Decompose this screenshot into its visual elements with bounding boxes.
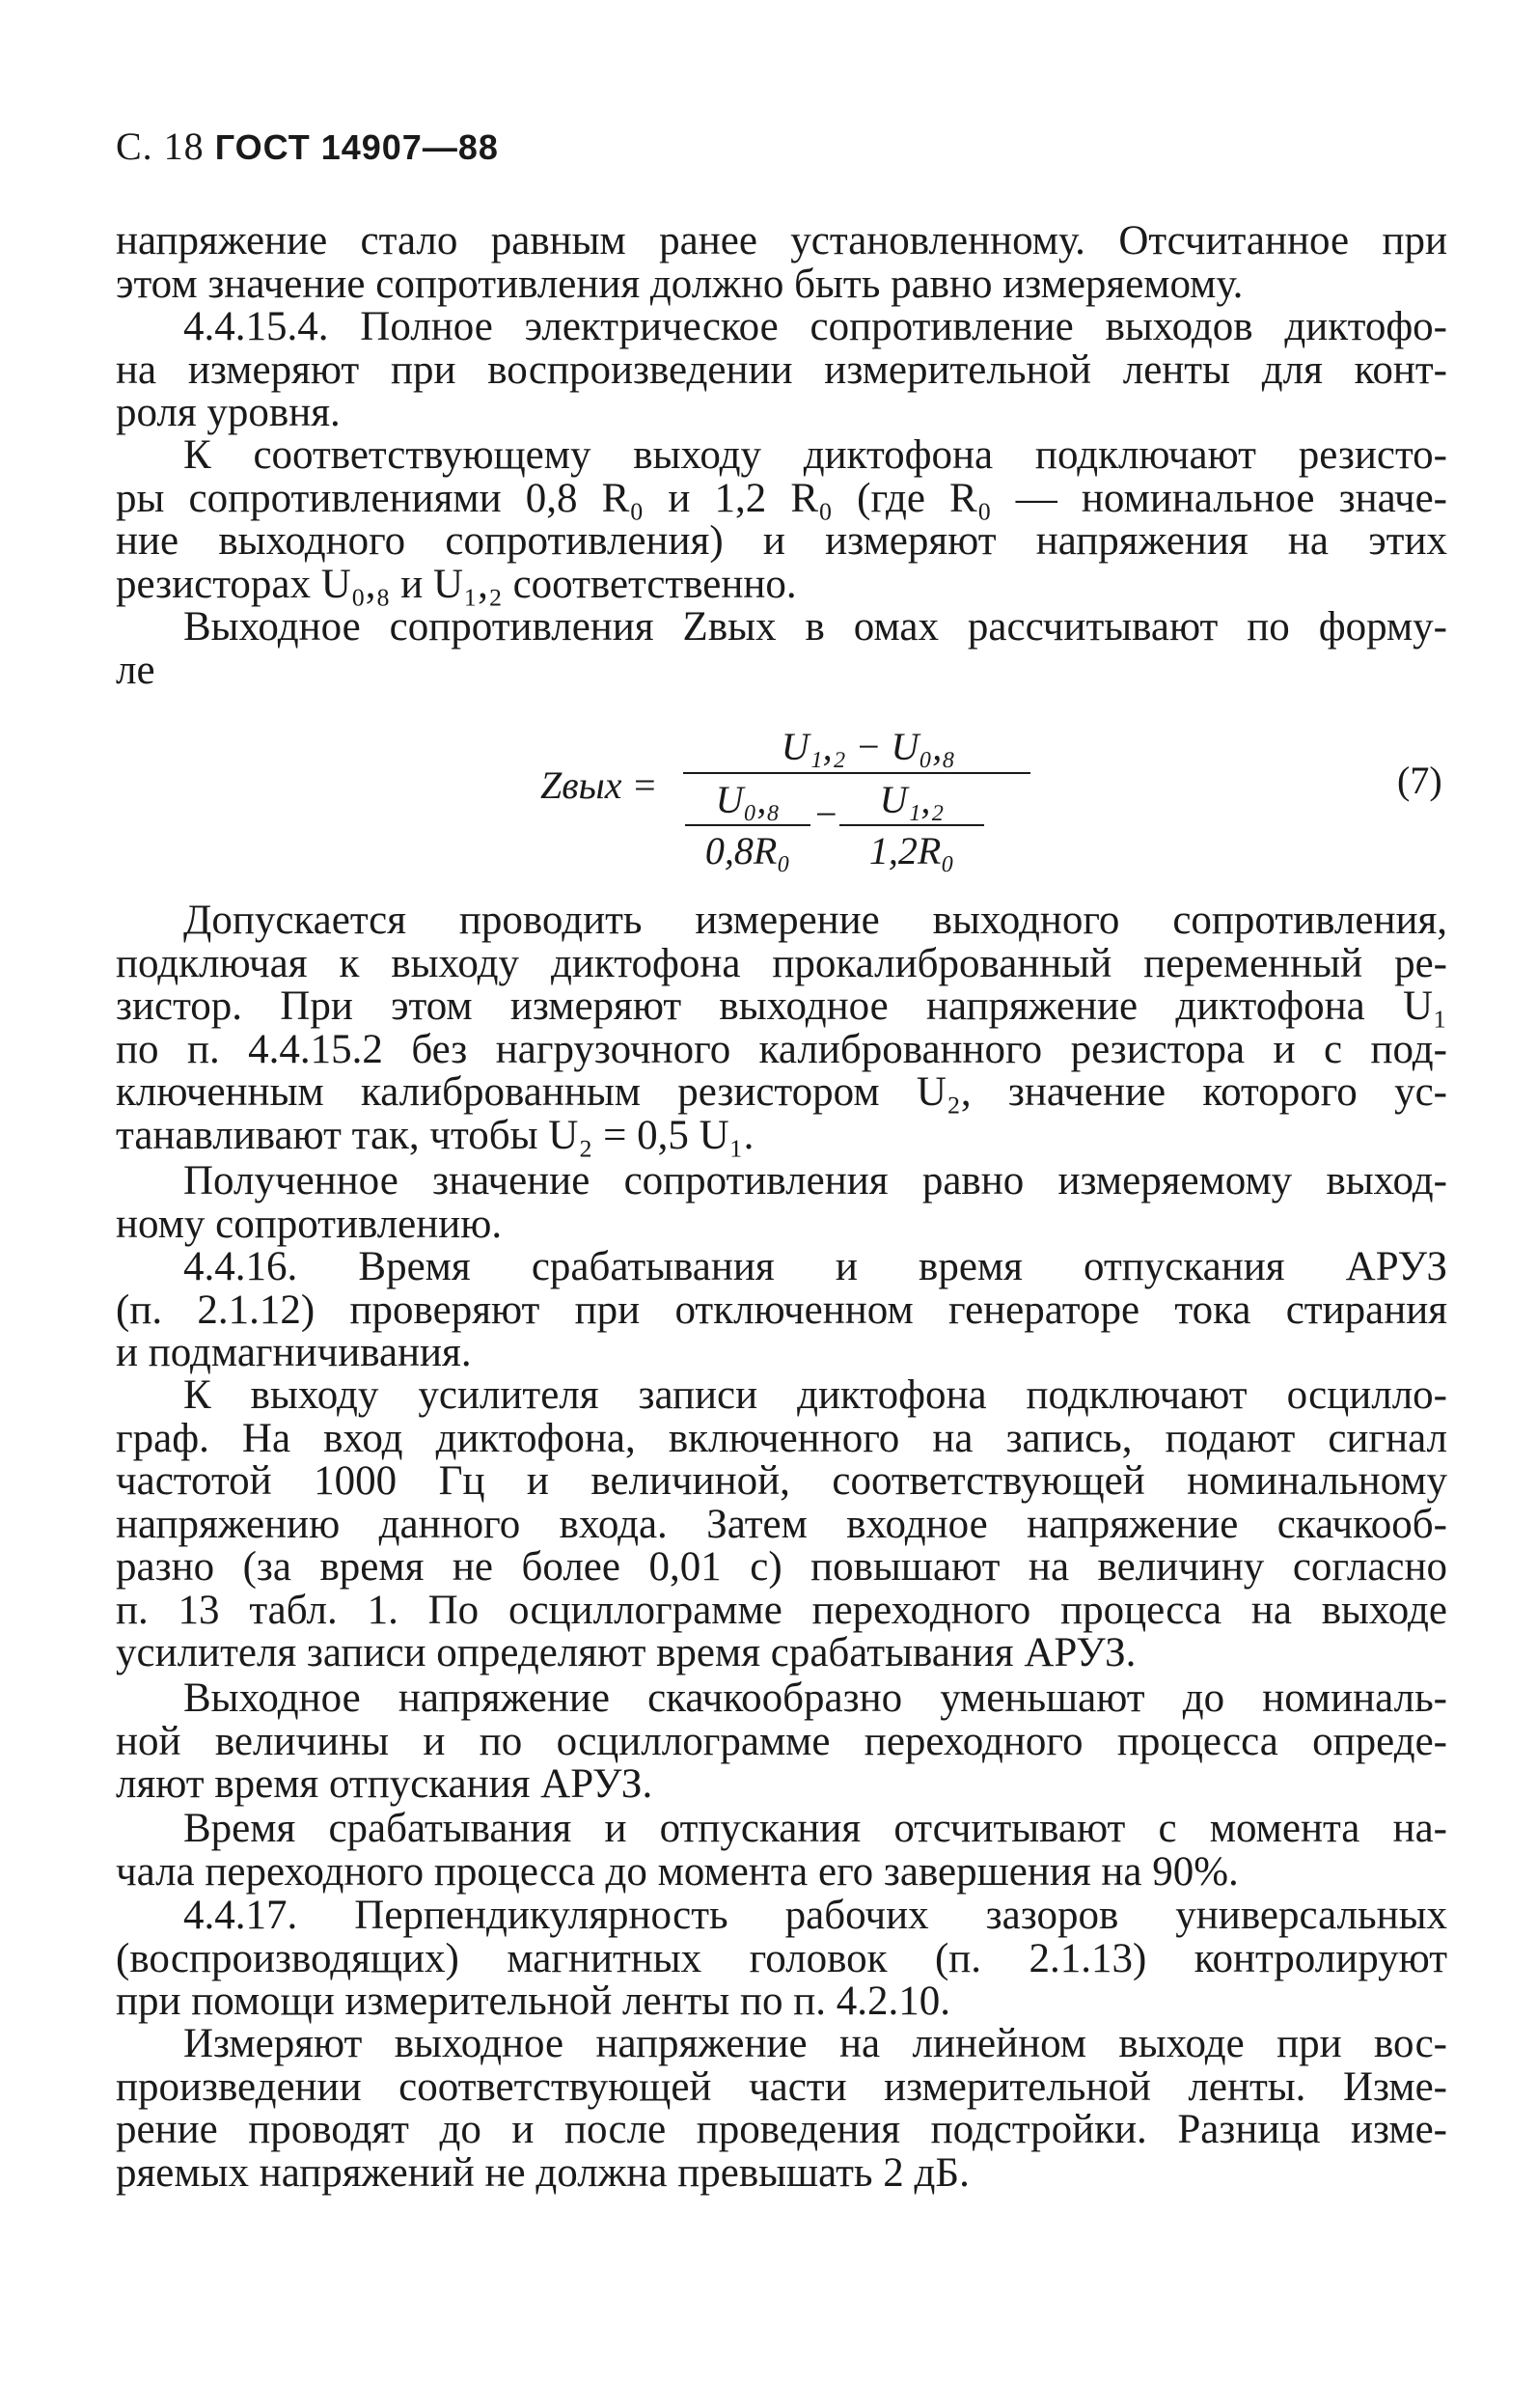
- text-line: ры сопротивлениями 0,8 R₀ и 1,2 R₀ (где R₀ — номинальное значе-: [116, 475, 1447, 521]
- text-line: этом значение сопротивления должно быть равно измеряемому.: [116, 261, 1244, 307]
- text-line: 4.4.17. Перпендикулярность рабочих зазоров универсальных: [183, 1893, 1447, 1938]
- text-line: разно (за время не более 0,01 с) повышают на величину согласно: [116, 1544, 1447, 1590]
- text-line: частотой 1000 Гц и величиной, соответствующей номинальному: [116, 1458, 1447, 1504]
- text-line: ной величины и по осциллограмме переходного процесса опреде-: [116, 1718, 1447, 1764]
- page-number: С. 18: [116, 125, 205, 168]
- text-line: К соответствующему выходу диктофона подключают резисто-: [183, 432, 1447, 478]
- text-line: п. 13 табл. 1. По осциллограмме переходного процесса на выходе: [116, 1587, 1447, 1633]
- text-line: Выходное напряжение скачкообразно уменьшают до номиналь-: [183, 1675, 1447, 1721]
- paragraph-4-4-15-4: [116, 306, 1447, 435]
- text-line: усилителя записи определяют время срабатывания АРУЗ.: [116, 1630, 1137, 1675]
- formula-lhs: Zвых =: [540, 763, 658, 807]
- text-line: Выходное сопротивления Zвых в омах рассчитывают по форму-: [183, 604, 1447, 650]
- text-line: зистор. При этом измеряют выходное напряжение диктофона U₁: [116, 983, 1447, 1029]
- formula-7: [540, 724, 1023, 878]
- text-line: подключая к выходу диктофона прокалиброванный переменный ре-: [116, 940, 1447, 986]
- paragraph-4-4-16: [116, 1246, 1447, 1375]
- text-line: Время срабатывания и отпускания отсчитывают с момента на-: [183, 1806, 1447, 1851]
- text-line: К выходу усилителя записи диктофона подключают осцилло-: [183, 1372, 1447, 1418]
- formula-numerator: U₁,₂ − U₀,₈: [781, 725, 956, 768]
- paragraph-release-time: [116, 1677, 1447, 1807]
- text-line: танавливают так, чтобы U₂ = 0,5 U₁.: [116, 1112, 755, 1158]
- paragraph-measurement: [116, 2023, 1447, 2195]
- text-line: напряжение стало равным ранее установленному. Отсчитанное при: [116, 218, 1447, 263]
- text-line: роля уровня.: [116, 390, 341, 435]
- text-line: при помощи измерительной ленты по п. 4.2.10.: [116, 1979, 950, 2024]
- paragraph-variable-resistor: [116, 900, 1447, 1157]
- paragraph-timing: [116, 1808, 1447, 1894]
- fraction-bar: [685, 824, 810, 826]
- text-line: Допускается проводить измерение выходного сопротивления,: [183, 898, 1447, 943]
- paragraph-result: [116, 1160, 1447, 1246]
- text-line: на измеряют при воспроизведении измерительной ленты для конт-: [116, 346, 1447, 393]
- den-right-bottom: 1,2R₀: [868, 829, 955, 872]
- den-right-top: U₁,₂: [879, 778, 945, 821]
- text-line: ле: [116, 647, 155, 693]
- standard-title: ГОСТ 14907—88: [214, 127, 499, 167]
- den-minus: −: [815, 792, 837, 836]
- text-line: по п. 4.4.15.2 без нагрузочного калиброванного резистора и с под-: [116, 1026, 1447, 1072]
- denominator-right: [839, 777, 984, 873]
- paragraph-continuation: [116, 220, 1447, 306]
- paragraph-oscillograph: [116, 1374, 1447, 1675]
- paragraph-4-4-17: [116, 1895, 1447, 2024]
- text-line: и подмагничивания.: [116, 1330, 472, 1375]
- denominator-left: [685, 777, 810, 873]
- paragraph-resistors: [116, 434, 1447, 606]
- paragraph-formula-intro: [116, 606, 1447, 692]
- den-left-top: U₀,₈: [715, 778, 781, 821]
- text-line: ному сопротивлению.: [116, 1201, 503, 1247]
- text-line: Полученное значение сопротивления равно измеряемому выход-: [183, 1158, 1447, 1204]
- text-line: (п. 2.1.12) проверяют при отключенном генераторе тока стирания: [116, 1287, 1447, 1333]
- text-line: резисторах U₀,₈ и U₁,₂ соответственно.: [116, 561, 797, 607]
- fraction-bar: [683, 772, 1030, 774]
- text-line: чала переходного процесса до момента его завершения на 90%.: [116, 1848, 1239, 1895]
- text-line: ключенным калиброванным резистором U₂, значение которого ус-: [116, 1069, 1447, 1115]
- text-line: ляют время отпускания АРУЗ.: [116, 1761, 653, 1807]
- text-line: граф. На вход диктофона, включенного на запись, подают сигнал: [116, 1415, 1447, 1461]
- page-header: [116, 124, 499, 169]
- text-line: ние выходного сопротивления) и измеряют напряжения на этих: [116, 518, 1447, 564]
- fraction-bar: [839, 824, 984, 826]
- den-left-bottom: 0,8R₀: [704, 829, 791, 872]
- equation-number: (7): [1397, 759, 1442, 802]
- text-line: рение проводят до и после проведения подстройки. Разница изме-: [116, 2107, 1447, 2152]
- text-line: (воспроизводящих) магнитных головок (п. 2.1.13) контролируют: [116, 1935, 1447, 1981]
- text-line: произведении соответствующей части измерительной ленты. Изме-: [116, 2063, 1447, 2110]
- text-line: ряемых напряжений не должна превышать 2 дБ.: [116, 2149, 970, 2196]
- text-line: Измеряют выходное напряжение на линейном выходе при вос-: [183, 2021, 1447, 2066]
- text-line: напряжению данного входа. Затем входное напряжение скачкооб-: [116, 1501, 1447, 1547]
- text-line: 4.4.15.4. Полное электрическое сопротивление выходов диктофо-: [183, 304, 1447, 349]
- text-line: 4.4.16. Время срабатывания и время отпускания АРУЗ: [183, 1244, 1447, 1289]
